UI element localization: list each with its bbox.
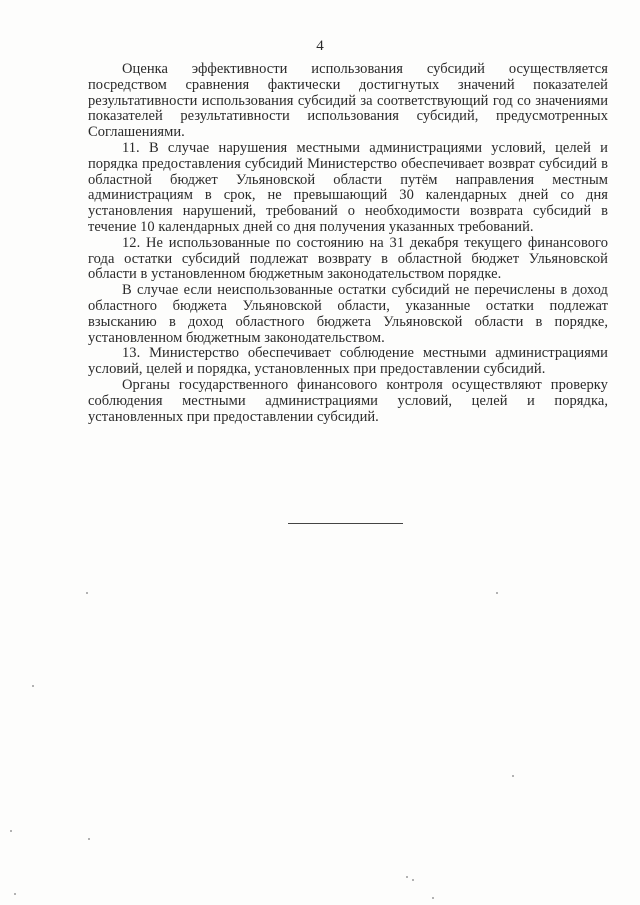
scan-speck xyxy=(10,830,12,832)
scan-speck xyxy=(512,775,514,777)
scan-speck xyxy=(14,893,16,895)
document-body xyxy=(88,62,608,425)
scan-speck xyxy=(88,838,90,840)
scan-speck xyxy=(496,592,498,594)
paragraph-item-12: 12. Не использованные по состоянию на 31 декабря текущего финансового года остатки субсидий подлежат возврату в областной бюджет Ульяновской области в установленном бюджетным законодательством порядке. xyxy=(88,234,608,283)
paragraph-efficiency-assessment: Оценка эффективности использования субсидий осуществляется посредством сравнения фактически достигнутых значений показателей результативности использования субсидий за соответствующий год со значениями показателей результативности использования субсидий, предусмотренных Соглашениями. xyxy=(88,61,608,141)
scan-speck xyxy=(412,879,414,881)
closing-separator-line xyxy=(288,523,403,524)
scan-speck xyxy=(32,685,34,687)
scan-speck xyxy=(86,592,88,594)
paragraph-unused-balances: В случае если неиспользованные остатки субсидий не перечислены в доход областного бюджета Ульяновской области, указанные остатки подлежат взысканию в доход областного бюджета Ульяновской области в порядке, установленном бюджетным законодательством. xyxy=(88,282,608,346)
page-number: 4 xyxy=(316,38,324,54)
scan-speck xyxy=(406,876,408,878)
paragraph-item-11: 11. В случае нарушения местными администрациями условий, целей и порядка предоставления субсидий Министерство обеспечивает возврат субсидий в областной бюджет Ульяновской области путём направления местным администрациям в срок, не превышающий 30 календарных дней со дня установления нарушений, требований о необходимости возврата субсидий в течение 10 календарных дней со дня получения указанных требований. xyxy=(88,139,608,235)
paragraph-financial-control: Органы государственного финансового контроля осуществляют проверку соблюдения местными администрациями условий, целей и порядка, установленных при предоставлении субсидий. xyxy=(88,376,608,425)
scan-speck xyxy=(432,897,434,899)
paragraph-item-13: 13. Министерство обеспечивает соблюдение местными администрациями условий, целей и порядка, установленных при предоставлении субсидий. xyxy=(88,345,608,378)
